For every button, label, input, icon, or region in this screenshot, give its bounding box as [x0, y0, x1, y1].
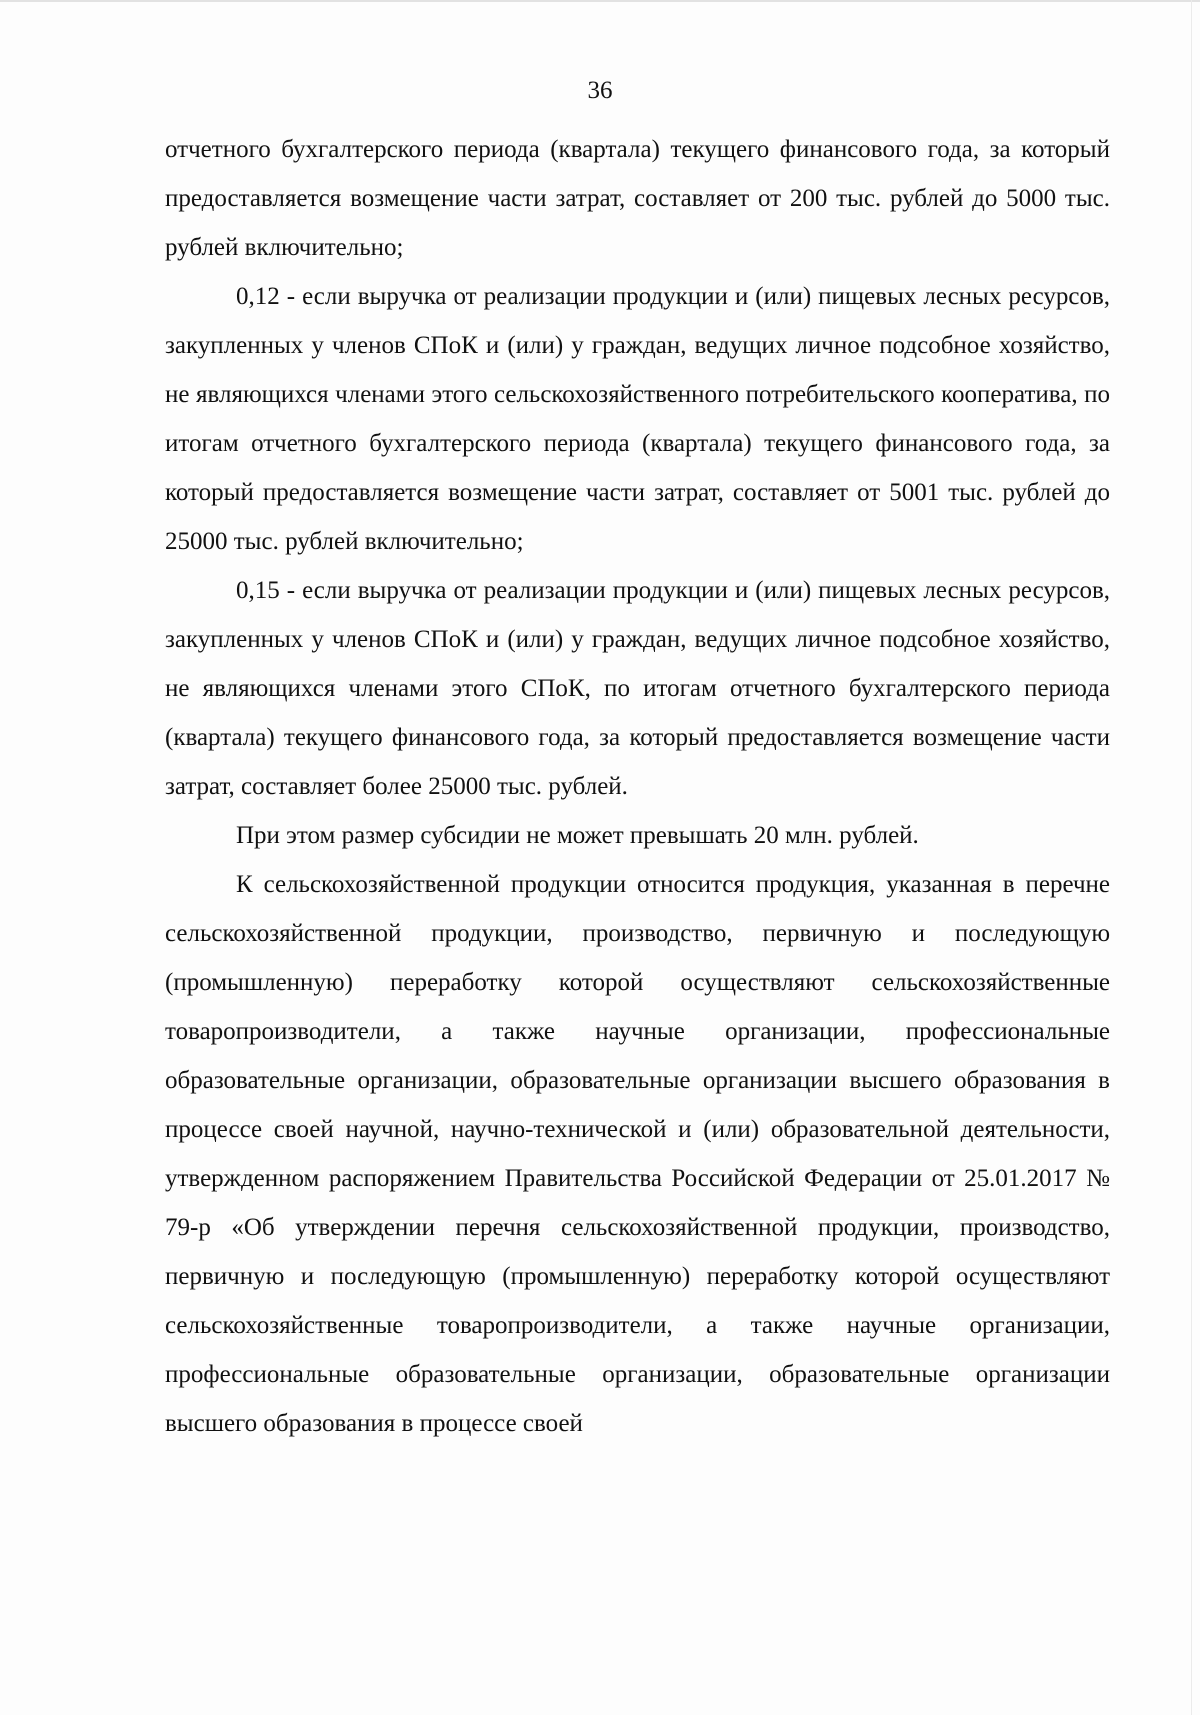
paragraph-coefficient-015: 0,15 - если выручка от реализации продукции и (или) пищевых лесных ресурсов, закупленных у членов СПоК и (или) у граждан, ведущих личное подсобное хозяйство, не являющихся членами этого СПоК, по итогам отчетного бухгалтерского периода (квартала) текущего финансового года, за который предоставляется возмещение части затрат, составляет более 25000 тыс. рублей.	[165, 577, 1110, 800]
paragraph-continuation: отчетного бухгалтерского периода (квартала) текущего финансового года, за который предоставляется возмещение части затрат, составляет от 200 тыс. рублей до 5000 тыс. рублей включительно;	[165, 136, 1110, 261]
page-number: 36	[587, 77, 613, 104]
scan-edge-right	[1191, 0, 1192, 1715]
paragraph-agri-products-definition: К сельскохозяйственной продукции относится продукция, указанная в перечне сельскохозяйственной продукции, производство, первичную и последующую (промышленную) переработку которой осуществляют сельскохозяйственные товаропроизводители, а также научные организации, профессиональные образовательные организации, образовательные организации высшего образования в процессе своей научной, научно-технической и (или) образовательной деятельности, утвержденном распоряжением Правительства Российской Федерации от 25.01.2017 № 79-р «Об утверждении перечня сельскохозяйственной продукции, производство, первичную и последующую (промышленную) переработку которой осуществляют сельскохозяйственные товаропроизводители, а также научные организации, профессиональные образовательные организации, образовательные организации высшего образования в процессе своей	[165, 871, 1110, 1437]
paragraph-subsidy-limit: При этом размер субсидии не может превышать 20 млн. рублей.	[236, 822, 919, 849]
scan-edge-top	[0, 0, 1200, 2]
document-body	[165, 125, 1110, 1448]
paragraph-coefficient-012: 0,12 - если выручка от реализации продукции и (или) пищевых лесных ресурсов, закупленных у членов СПоК и (или) у граждан, ведущих личное подсобное хозяйство, не являющихся членами этого сельскохозяйственного потребительского кооператива, по итогам отчетного бухгалтерского периода (квартала) текущего финансового года, за который предоставляется возмещение части затрат, составляет от 5001 тыс. рублей до 25000 тыс. рублей включительно;	[165, 283, 1110, 555]
